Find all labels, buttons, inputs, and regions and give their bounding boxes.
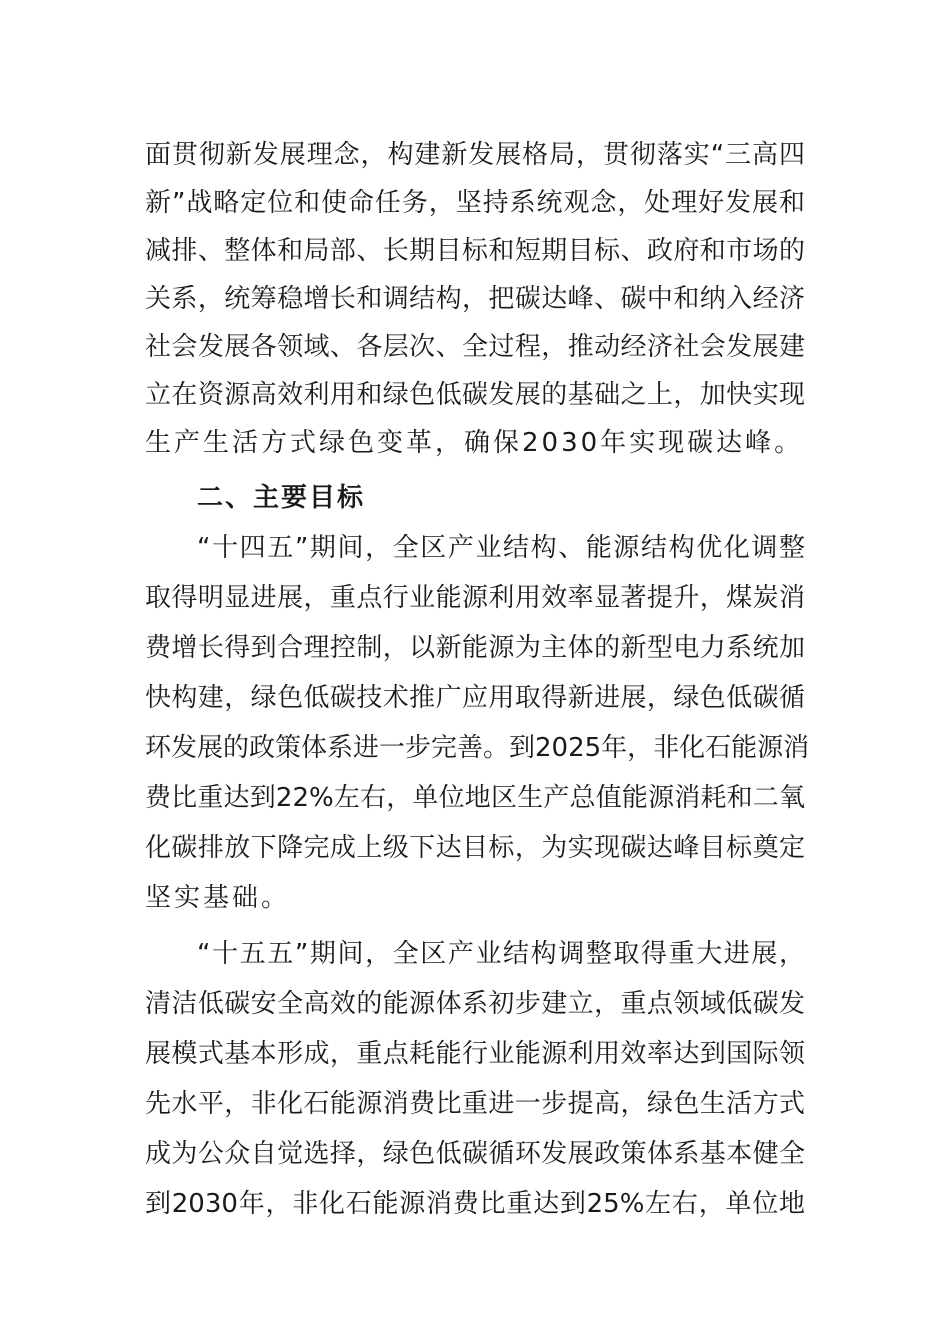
text-line: 清洁低碳安全高效的能源体系初步建立，重点领域低碳发 [145, 989, 805, 1019]
text-line: “十五五”期间，全区产业结构调整取得重大进展， [197, 939, 805, 969]
text-line: 新”战略定位和使命任务，坚持系统观念，处理好发展和 [145, 188, 805, 218]
text-line: 费比重达到22%左右，单位地区生产总值能源消耗和二氧 [145, 783, 805, 813]
section-heading: 二、主要目标 [197, 483, 366, 513]
text-line: “十四五”期间，全区产业结构、能源结构优化调整 [197, 533, 805, 563]
text-line: 关系，统筹稳增长和调结构，把碳达峰、碳中和纳入经济 [145, 284, 805, 314]
text-line: 社会发展各领域、各层次、全过程，推动经济社会发展建 [145, 332, 805, 362]
text-line: 立在资源高效利用和绿色低碳发展的基础之上，加快实现 [145, 380, 805, 410]
text-line: 到2030年，非化石能源消费比重达到25%左右，单位地 [145, 1189, 805, 1219]
text-line: 展模式基本形成，重点耗能行业能源利用效率达到国际领 [145, 1039, 805, 1069]
text-line: 坚实基础。 [145, 883, 291, 913]
text-line: 快构建，绿色低碳技术推广应用取得新进展，绿色低碳循 [145, 683, 805, 713]
text-line: 环发展的政策体系进一步完善。到2025年，非化石能源消 [145, 733, 810, 763]
text-line: 取得明显进展，重点行业能源利用效率显著提升，煤炭消 [145, 583, 805, 613]
text-line: 先水平，非化石能源消费比重进一步提高，绿色生活方式 [145, 1089, 805, 1119]
text-line: 生产生活方式绿色变革，确保2030年实现碳达峰。 [145, 428, 804, 458]
text-line: 面贯彻新发展理念，构建新发展格局，贯彻落实“三高四 [145, 140, 805, 170]
text-line: 费增长得到合理控制，以新能源为主体的新型电力系统加 [145, 633, 805, 663]
text-line: 化碳排放下降完成上级下达目标，为实现碳达峰目标奠定 [145, 833, 805, 863]
text-line: 成为公众自觉选择，绿色低碳循环发展政策体系基本健全 [145, 1139, 805, 1169]
text-line: 减排、整体和局部、长期目标和短期目标、政府和市场的 [145, 236, 805, 266]
